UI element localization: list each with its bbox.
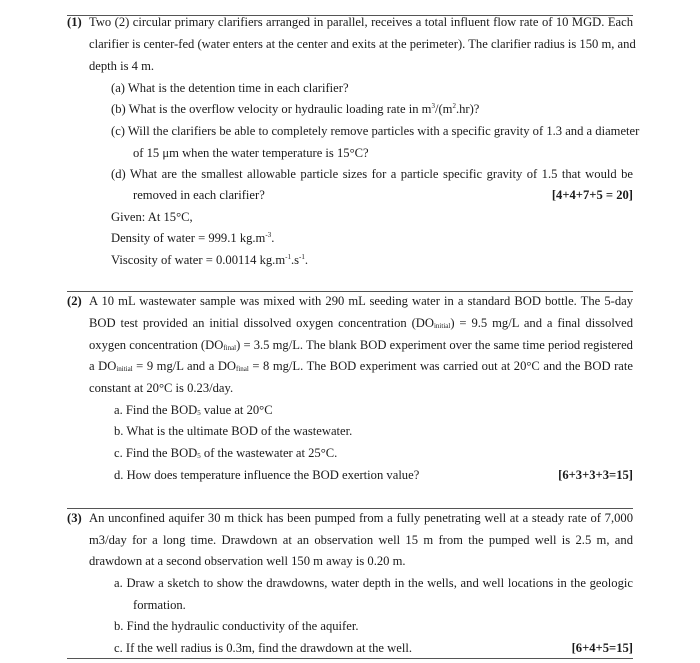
q3-part-a-line-1: a. Draw a sketch to show the drawdowns, water depth in the wells, and well locations in the geologic <box>114 576 633 590</box>
q1-part-a: (a) What is the detention time in each clarifier? <box>111 81 349 95</box>
q2-line-1: A 10 mL wastewater sample was mixed with 290 mL seeding water in a standard BOD bottle. The 5-day <box>89 294 633 308</box>
q1-given: Given: At 15°C, <box>111 210 193 224</box>
q1-stem-line-3: depth is 4 m. <box>89 59 155 73</box>
q1-part-b: (b) What is the overflow velocity or hydraulic loading rate in $m^3/(m^2.hr)$? <box>111 102 480 116</box>
question-3 <box>67 0 640 660</box>
q2-marks: [6+3+3+3=15] <box>558 468 633 482</box>
q1-number: (1) <box>67 15 82 29</box>
q2-line-2: BOD test provided an initial dissolved oxygen concentration $(DO_{initial}) = 9.5$ mg/L and a final dissolved <box>89 316 633 330</box>
q3-line-3: drawdown at a second observation well 150 m away is 0.20 m. <box>89 554 406 568</box>
q3-number: (3) <box>67 511 82 525</box>
q3-part-b: b. Find the hydraulic conductivity of the aquifer. <box>114 619 359 633</box>
q3-part-a-line-2: formation. <box>133 598 186 612</box>
q3-line-1: An unconfined aquifer 30 m thick has been pumped from a fully penetrating well at a steady rate of 7,000 <box>89 511 633 525</box>
q2-line-5: constant at 20°C is 0.23/day. <box>89 381 234 395</box>
q2-line-3: oxygen concentration $(DO_{final}) = 3.5$ mg/L. The blank BOD experiment over the same time period registered <box>89 338 633 352</box>
q2-line-4: a $DO_{initial} = 9$ mg/L and a $DO_{final} = 8$ mg/L. The BOD experiment was carried out at 20°C and the BOD rate <box>89 359 633 373</box>
q1-stem-line-2: clarifier is center-fed (water enters at the center and exits at the perimeter). The clarifier radius is 150 m, and <box>89 37 636 51</box>
q1-part-c-line-1: (c) Will the clarifiers be able to completely remove particles with a specific gravity of 1.3 and a diameter <box>111 124 640 138</box>
q1-viscosity: Viscosity of water = 0.00114 $kg.m^{-1}.s^{-1}$. <box>111 253 309 267</box>
q1-marks: [4+4+7+5 = 20] <box>551 188 633 202</box>
q1-stem-line-1: Two (2) circular primary clarifiers arranged in parallel, receives a total influent flow rate of 10 MGD. Each <box>89 15 633 29</box>
q3-marks: [6+4+5=15] <box>571 641 633 655</box>
q1-density: Density of water = 999.1 $kg.m^{-3}$. <box>111 231 275 245</box>
q3-line-2: m3/day for a long time. Drawdown at an observation well 15 m from the pumped well is 2.5 m, and <box>89 533 633 547</box>
q2-number: (2) <box>67 294 82 308</box>
q1-part-d-line-1: (d) What are the smallest allowable particle sizes for a particle specific gravity of 1.5 that would be <box>111 167 633 181</box>
q2-part-d: d. How does temperature influence the BOD exertion value? <box>114 468 420 482</box>
q2-part-a: a. Find the $BOD_5$ value at 20°C <box>114 403 273 417</box>
q1-part-c-line-2: of 15 μm when the water temperature is 15°C? <box>133 146 369 160</box>
q1-part-d-line-2: removed in each clarifier? <box>133 188 265 202</box>
q2-part-b: b. What is the ultimate BOD of the wastewater. <box>114 424 353 438</box>
q2-part-c: c. Find the $BOD_5$ of the wastewater at 25°C. <box>114 446 338 460</box>
q3-part-c: c. If the well radius is 0.3m, find the drawdown at the well. <box>114 641 412 655</box>
